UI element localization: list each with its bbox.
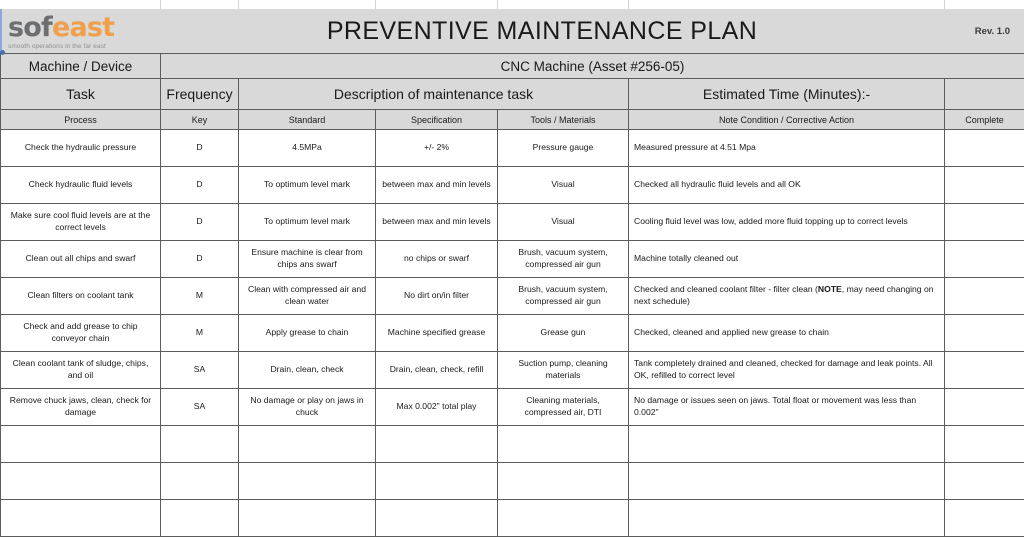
column-header-specification: Specification: [376, 110, 498, 130]
column-header-process: Process: [1, 110, 161, 130]
group-header-estimated-time: Estimated Time (Minutes):-: [629, 79, 945, 110]
column-header-tools: Tools / Materials: [498, 110, 629, 130]
table-row: [1, 167, 1024, 204]
cell-standard[interactable]: Apply grease to chain: [239, 315, 376, 352]
spreadsheet-gridline-strip: [0, 0, 1024, 9]
cell-complete[interactable]: [945, 241, 1024, 278]
cell-specification[interactable]: Machine specified grease: [376, 315, 498, 352]
cell-tools[interactable]: [498, 463, 629, 500]
company-logo: [8, 13, 158, 51]
gridline: [160, 0, 161, 9]
cell-note[interactable]: [629, 426, 945, 463]
table-row: [1, 426, 1024, 463]
cell-standard[interactable]: [239, 500, 376, 537]
group-header-row: [1, 79, 1024, 110]
cell-complete[interactable]: [945, 426, 1024, 463]
cell-process[interactable]: Clean out all chips and swarf: [1, 241, 161, 278]
cell-specification[interactable]: between max and min levels: [376, 204, 498, 241]
logo-wordmark: [8, 14, 158, 41]
machine-header-row: [1, 54, 1024, 79]
group-header-frequency: Frequency: [161, 79, 239, 110]
column-header-key: Key: [161, 110, 239, 130]
cell-standard[interactable]: Drain, clean, check: [239, 352, 376, 389]
cell-specification[interactable]: +/- 2%: [376, 130, 498, 167]
group-header-task: Task: [1, 79, 161, 110]
cell-tools[interactable]: Brush, vacuum system, compressed air gun: [498, 278, 629, 315]
cell-process[interactable]: Clean coolant tank of sludge, chips, and oil: [1, 352, 161, 389]
cell-specification[interactable]: No dirt on/in filter: [376, 278, 498, 315]
cell-complete[interactable]: [945, 278, 1024, 315]
cell-specification[interactable]: Drain, clean, check, refill: [376, 352, 498, 389]
gridline: [628, 0, 629, 9]
note-emphasis: NOTE: [818, 284, 842, 294]
cell-tools[interactable]: Suction pump, cleaning materials: [498, 352, 629, 389]
cell-key[interactable]: [161, 463, 239, 500]
preventive-maintenance-table: [0, 53, 1024, 537]
table-row: [1, 278, 1024, 315]
cell-note[interactable]: Checked, cleaned and applied new grease to chain: [629, 315, 945, 352]
logo-tagline: smooth operations in the far east: [8, 43, 158, 50]
table-row: [1, 241, 1024, 278]
cell-note[interactable]: Checked and cleaned coolant filter - filter clean (NOTE, may need changing on next schedule): [629, 278, 945, 315]
cell-standard[interactable]: [239, 463, 376, 500]
cell-process[interactable]: Check and add grease to chip conveyor chain: [1, 315, 161, 352]
cell-note[interactable]: Checked all hydraulic fluid levels and all OK: [629, 167, 945, 204]
gridline: [238, 0, 239, 9]
cell-standard[interactable]: No damage or play on jaws in chuck: [239, 389, 376, 426]
cell-tools[interactable]: Grease gun: [498, 315, 629, 352]
group-header-description: Description of maintenance task: [239, 79, 629, 110]
cell-tools[interactable]: Visual: [498, 204, 629, 241]
cell-process[interactable]: Clean filters on coolant tank: [1, 278, 161, 315]
table-row: [1, 500, 1024, 537]
table-row: [1, 389, 1024, 426]
column-header-complete: Complete: [945, 110, 1024, 130]
cell-specification[interactable]: Max 0.002" total play: [376, 389, 498, 426]
cell-specification[interactable]: [376, 426, 498, 463]
table-row: [1, 352, 1024, 389]
cell-specification[interactable]: no chips or swarf: [376, 241, 498, 278]
cell-note[interactable]: Measured pressure at 4.51 Mpa: [629, 130, 945, 167]
cell-key[interactable]: D: [161, 204, 239, 241]
machine-device-label: Machine / Device: [1, 54, 161, 79]
table-body: [1, 130, 1024, 537]
cell-standard[interactable]: Ensure machine is clear from chips ans swarf: [239, 241, 376, 278]
page-title: PREVENTIVE MAINTENANCE PLAN: [160, 17, 924, 46]
cell-note[interactable]: No damage or issues seen on jaws. Total float or movement was less than 0.002": [629, 389, 945, 426]
cell-note[interactable]: Machine totally cleaned out: [629, 241, 945, 278]
cell-standard[interactable]: To optimum level mark: [239, 204, 376, 241]
selection-marker: [0, 9, 2, 53]
cell-tools[interactable]: Cleaning materials, compressed air, DTI: [498, 389, 629, 426]
cell-process[interactable]: Check the hydraulic pressure: [1, 130, 161, 167]
cell-standard[interactable]: 4.5MPa: [239, 130, 376, 167]
table-row: [1, 130, 1024, 167]
cell-complete[interactable]: [945, 389, 1024, 426]
cell-key[interactable]: M: [161, 278, 239, 315]
cell-tools[interactable]: Visual: [498, 167, 629, 204]
logo-text-orange: east: [52, 12, 114, 43]
cell-key[interactable]: D: [161, 130, 239, 167]
logo-text-gray: sof: [8, 12, 52, 43]
cell-key[interactable]: [161, 500, 239, 537]
column-header-note: Note Condition / Corrective Action: [629, 110, 945, 130]
cell-specification[interactable]: [376, 500, 498, 537]
cell-tools[interactable]: [498, 426, 629, 463]
cell-specification[interactable]: between max and min levels: [376, 167, 498, 204]
cell-process[interactable]: Check hydraulic fluid levels: [1, 167, 161, 204]
table-row: [1, 315, 1024, 352]
cell-key[interactable]: D: [161, 241, 239, 278]
cell-standard[interactable]: To optimum level mark: [239, 167, 376, 204]
column-header-row: [1, 110, 1024, 130]
cell-key[interactable]: SA: [161, 389, 239, 426]
cell-process[interactable]: [1, 463, 161, 500]
cell-process[interactable]: [1, 426, 161, 463]
cell-complete[interactable]: [945, 204, 1024, 241]
cell-note[interactable]: Tank completely drained and cleaned, checked for damage and leak points. All OK, refilled to correct level: [629, 352, 945, 389]
cell-standard[interactable]: [239, 426, 376, 463]
cell-key[interactable]: [161, 426, 239, 463]
cell-specification[interactable]: [376, 463, 498, 500]
cell-note[interactable]: [629, 463, 945, 500]
cell-complete[interactable]: [945, 167, 1024, 204]
gridline: [375, 0, 376, 9]
cell-complete[interactable]: [945, 130, 1024, 167]
cell-process[interactable]: [1, 500, 161, 537]
group-header-spacer: [945, 79, 1024, 110]
gridline: [944, 0, 945, 9]
cell-complete[interactable]: [945, 463, 1024, 500]
column-header-standard: Standard: [239, 110, 376, 130]
selection-handle[interactable]: [0, 50, 5, 55]
cell-process[interactable]: Make sure cool fluid levels are at the correct levels: [1, 204, 161, 241]
gridline: [497, 0, 498, 9]
cell-key[interactable]: SA: [161, 352, 239, 389]
table-row: [1, 463, 1024, 500]
cell-tools[interactable]: Brush, vacuum system, compressed air gun: [498, 241, 629, 278]
table-row: [1, 204, 1024, 241]
cell-note[interactable]: [629, 500, 945, 537]
cell-tools[interactable]: Pressure gauge: [498, 130, 629, 167]
document-title-band: [0, 9, 1024, 53]
revision-label: Rev. 1.0: [975, 26, 1010, 37]
cell-complete[interactable]: [945, 500, 1024, 537]
cell-process[interactable]: Remove chuck jaws, clean, check for damage: [1, 389, 161, 426]
cell-complete[interactable]: [945, 315, 1024, 352]
cell-key[interactable]: D: [161, 167, 239, 204]
cell-tools[interactable]: [498, 500, 629, 537]
cell-key[interactable]: M: [161, 315, 239, 352]
machine-device-value[interactable]: CNC Machine (Asset #256-05): [161, 54, 1024, 79]
cell-complete[interactable]: [945, 352, 1024, 389]
cell-standard[interactable]: Clean with compressed air and clean water: [239, 278, 376, 315]
table-header: [1, 54, 1024, 130]
cell-note[interactable]: Cooling fluid level was low, added more fluid topping up to correct levels: [629, 204, 945, 241]
